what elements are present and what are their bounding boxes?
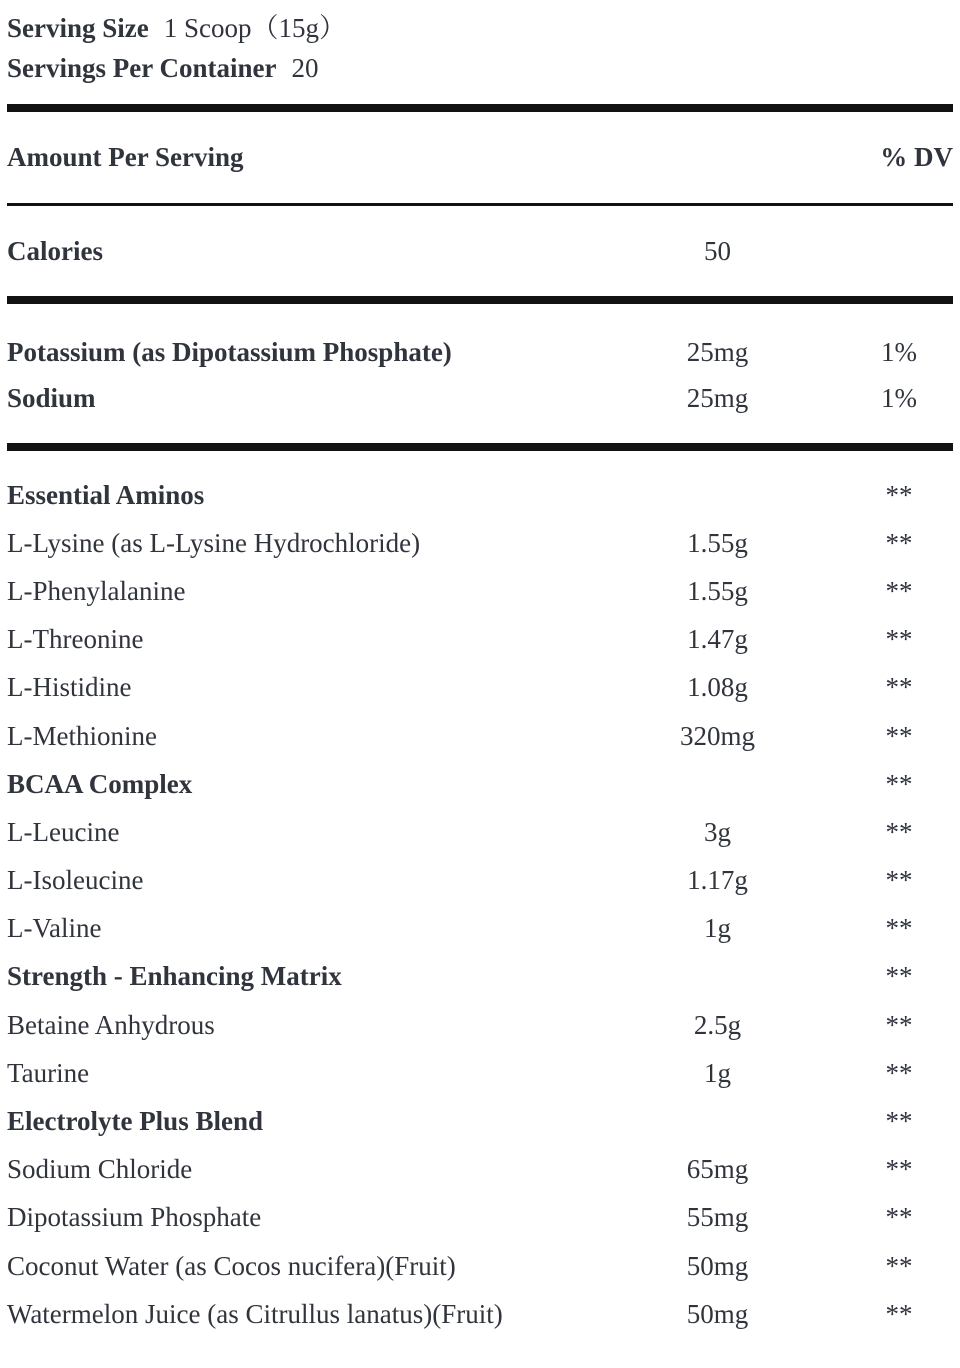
ingredient-name: L-Leucine (7, 816, 120, 847)
ingredient-name: Strength - Enhancing Matrix (7, 961, 342, 992)
table-row (7, 953, 953, 1001)
calories-amount: 50 (704, 235, 731, 266)
table-row (7, 1049, 953, 1097)
ingredient-amount: 50mg (686, 1250, 749, 1281)
ingredient-name: Dipotassium Phosphate (7, 1202, 262, 1233)
table-row (7, 760, 953, 808)
ingredient-name: L-Methionine (7, 720, 157, 751)
ingredient-dv: 1% (881, 382, 917, 413)
table-row (7, 808, 953, 856)
ingredient-dv: ** (885, 816, 913, 847)
ingredient-amount: 25mg (686, 382, 749, 413)
table-row (7, 1097, 953, 1145)
ingredient-dv: ** (885, 1250, 913, 1281)
minerals-section (7, 304, 953, 443)
table-row (7, 905, 953, 953)
ingredient-amount: 1.47g (687, 624, 748, 655)
servings-per-container-line (7, 48, 953, 88)
serving-size-line (7, 8, 953, 48)
ingredient-amount: 25mg (686, 336, 749, 367)
ingredient-name: Sodium Chloride (7, 1154, 193, 1185)
ingredient-name: Coconut Water (as Cocos nucifera)(Fruit) (7, 1250, 456, 1281)
divider-thick-under-calories (7, 296, 953, 304)
ingredient-dv: ** (885, 768, 913, 799)
ingredient-name: L-Threonine (7, 624, 144, 655)
servings-per-container-value: 20 (291, 53, 319, 83)
table-row (7, 519, 953, 567)
table-row (7, 329, 953, 375)
ingredient-name: Taurine (7, 1057, 90, 1088)
ingredient-amount: 1.55g (687, 575, 748, 606)
divider-thick-top (7, 104, 953, 112)
ingredient-dv: 1% (881, 336, 917, 367)
ingredient-amount: 2.5g (693, 1009, 742, 1040)
table-row (7, 712, 953, 760)
ingredient-dv: ** (885, 1057, 913, 1088)
ingredients-section (7, 451, 953, 1366)
table-row (7, 1194, 953, 1242)
ingredient-name: L-Isoleucine (7, 865, 144, 896)
divider-thick-under-minerals (7, 443, 953, 451)
percent-dv-header: % DV (880, 142, 953, 172)
ingredient-dv: ** (885, 1106, 913, 1137)
ingredient-dv: ** (885, 1298, 913, 1329)
ingredient-dv: ** (885, 527, 913, 558)
table-row (7, 616, 953, 664)
servings-per-container-label: Servings Per Container (7, 53, 277, 83)
ingredient-name: L-Lysine (as L-Lysine Hydrochloride) (7, 527, 421, 558)
ingredient-amount: 3g (704, 816, 731, 847)
table-row (7, 664, 953, 712)
ingredient-dv: ** (885, 1154, 913, 1185)
calories-row (7, 206, 953, 296)
ingredient-amount: 50mg (686, 1298, 749, 1329)
table-row (7, 471, 953, 519)
ingredient-amount: 1.08g (687, 672, 748, 703)
ingredient-dv: ** (885, 913, 913, 944)
ingredient-amount: 55mg (686, 1202, 749, 1233)
ingredient-name: L-Phenylalanine (7, 575, 186, 606)
ingredient-name: Potassium (as Dipotassium Phosphate) (7, 336, 452, 367)
ingredient-name: L-Valine (7, 913, 102, 944)
ingredient-dv: ** (885, 672, 913, 703)
ingredient-name: BCAA Complex (7, 768, 193, 799)
ingredient-name: Watermelon Juice (as Citrullus lanatus)(Fruit) (7, 1298, 503, 1329)
ingredient-amount: 1g (704, 913, 731, 944)
ingredient-amount: 320mg (679, 720, 755, 751)
serving-size-value: 1 Scoop（15g） (163, 13, 346, 43)
table-row (7, 1290, 953, 1338)
ingredient-dv: ** (885, 1009, 913, 1040)
ingredient-amount: 1.55g (687, 527, 748, 558)
ingredient-dv: ** (885, 961, 913, 992)
ingredient-dv: ** (885, 575, 913, 606)
amount-per-serving-header: Amount Per Serving (7, 142, 244, 172)
table-row (7, 1001, 953, 1049)
ingredient-name: Essential Aminos (7, 479, 205, 510)
column-header-row (7, 112, 953, 203)
ingredient-amount: 1g (704, 1057, 731, 1088)
ingredient-name: L-Histidine (7, 672, 132, 703)
calories-label: Calories (7, 235, 103, 266)
ingredient-dv: ** (885, 720, 913, 751)
table-row (7, 857, 953, 905)
ingredient-amount: 65mg (686, 1154, 749, 1185)
table-row (7, 1242, 953, 1290)
table-row (7, 567, 953, 615)
ingredient-dv: ** (885, 479, 913, 510)
ingredient-name: Sodium (7, 382, 96, 413)
ingredient-dv: ** (885, 1202, 913, 1233)
ingredient-amount: 1.17g (687, 865, 748, 896)
table-row (7, 1146, 953, 1194)
ingredient-name: Betaine Anhydrous (7, 1009, 215, 1040)
ingredient-dv: ** (885, 865, 913, 896)
table-row (7, 375, 953, 421)
serving-size-label: Serving Size (7, 13, 149, 43)
ingredient-dv: ** (885, 624, 913, 655)
ingredient-name: Electrolyte Plus Blend (7, 1106, 263, 1137)
